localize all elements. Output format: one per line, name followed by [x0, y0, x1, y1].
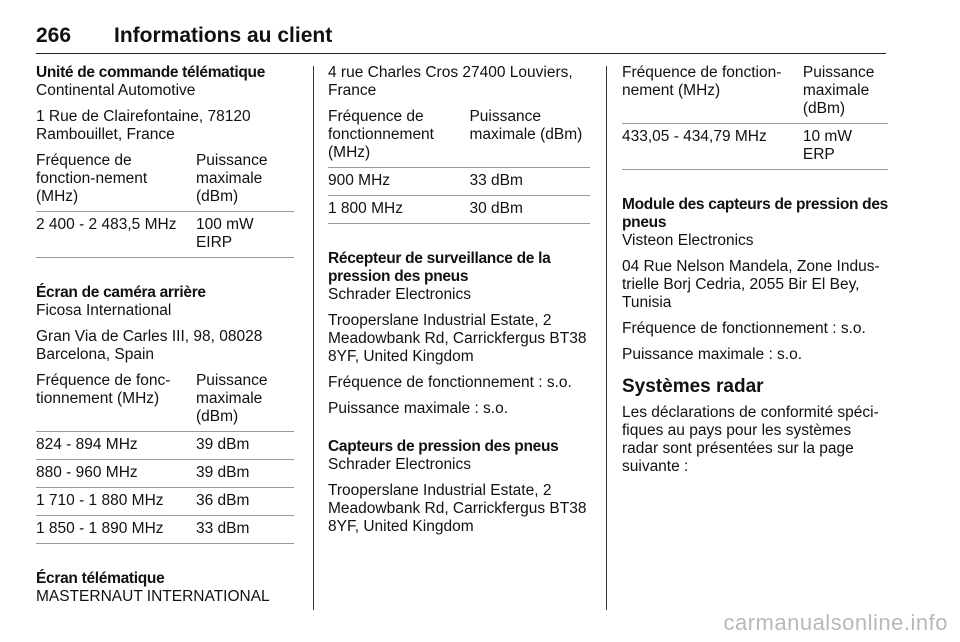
company-address: Trooperslane Industrial Estate, 2 Meadowbank Rd, Carrickfergus BT38 8YF, United Kingdom — [328, 312, 587, 365]
table-cell: 1 800 MHz — [328, 196, 469, 224]
table-cell: 1 850 - 1 890 MHz — [36, 516, 196, 544]
company-address: 04 Rue Nelson Mandela, Zone Indus-trielle Borj Cedria, 2055 Bir El Bey, Tunisia — [622, 258, 880, 311]
table-cell: 10 mW ERP — [803, 124, 888, 170]
column-divider — [606, 66, 607, 610]
table-row — [328, 196, 590, 224]
company-address: 4 rue Charles Cros 27400 Louviers, France — [328, 64, 573, 99]
section-heading: Écran de caméra arrière — [36, 284, 206, 301]
company-address: Gran Via de Carles III, 98, 08028 Barcelona, Spain — [36, 328, 263, 363]
company-name: Continental Automotive — [36, 82, 196, 99]
table-header-cell: Fréquence de fonction-nement (MHz) — [622, 64, 803, 124]
table-cell: 880 - 960 MHz — [36, 460, 196, 488]
company-address: Trooperslane Industrial Estate, 2 Meadowbank Rd, Carrickfergus BT38 8YF, United Kingdom — [328, 482, 587, 535]
table-header-cell: Puissance maximale (dBm) — [196, 372, 294, 432]
table-cell: 39 dBm — [196, 432, 294, 460]
section-heading: Module des capteurs de pression des pneus — [622, 196, 888, 231]
column-1 — [36, 64, 294, 606]
radar-text: Les déclarations de conformité spéci-fiques au pays pour les systèmes radar sont présentées sur la page suivante : — [622, 404, 879, 475]
table-row — [36, 432, 294, 460]
section-heading: Capteurs de pression des pneus — [328, 438, 559, 455]
frequency-table — [622, 64, 888, 170]
table-cell: 36 dBm — [196, 488, 294, 516]
table-cell: 30 dBm — [469, 196, 590, 224]
power-text: Puissance maximale : s.o. — [328, 400, 509, 417]
company-name: Schrader Electronics — [328, 286, 472, 303]
section-title-radar: Systèmes radar — [622, 376, 764, 397]
page-header — [36, 18, 886, 54]
column-divider — [313, 66, 314, 610]
frequency-table — [36, 152, 294, 258]
section-heading: Unité de commande télématique — [36, 64, 266, 81]
table-row — [36, 488, 294, 516]
table-row — [36, 460, 294, 488]
table-row — [36, 212, 294, 258]
table-header-cell: Fréquence de fonc-tionnement (MHz) — [36, 372, 196, 432]
table-header-cell: Puissance maximale (dBm) — [803, 64, 888, 124]
table-cell: 100 mW EIRP — [196, 212, 294, 258]
table-header-row — [36, 152, 294, 212]
table-header-cell: Puissance maximale (dBm) — [469, 108, 590, 168]
table-header-cell: Fréquence de fonctionnement (MHz) — [328, 108, 469, 168]
page-number: 266 — [36, 24, 72, 47]
table-header-cell: Fréquence de fonction-nement (MHz) — [36, 152, 196, 212]
section-heading: Récepteur de surveillance de la pression des pneus — [328, 250, 551, 285]
table-header-row — [328, 108, 590, 168]
table-cell: 1 710 - 1 880 MHz — [36, 488, 196, 516]
table-header-cell: Puissance maximale (dBm) — [196, 152, 294, 212]
table-cell: 33 dBm — [469, 168, 590, 196]
table-row — [328, 168, 590, 196]
watermark-text: carmanualsonline.info — [723, 610, 948, 635]
company-name: Schrader Electronics — [328, 456, 472, 473]
frequency-text: Fréquence de fonctionnement : s.o. — [328, 374, 572, 391]
column-3 — [622, 64, 888, 484]
frequency-text: Fréquence de fonctionnement : s.o. — [622, 320, 866, 337]
table-header-row — [36, 372, 294, 432]
table-header-row — [622, 64, 888, 124]
column-2 — [328, 64, 590, 544]
table-cell: 900 MHz — [328, 168, 469, 196]
table-cell: 33 dBm — [196, 516, 294, 544]
frequency-table — [36, 372, 294, 544]
table-cell: 2 400 - 2 483,5 MHz — [36, 212, 196, 258]
table-cell: 824 - 894 MHz — [36, 432, 196, 460]
page-title: Informations au client — [114, 24, 333, 47]
table-row — [622, 124, 888, 170]
section-heading: Écran télématique — [36, 570, 165, 587]
frequency-table — [328, 108, 590, 224]
company-name: MASTERNAUT INTERNATIONAL — [36, 588, 270, 605]
table-cell: 39 dBm — [196, 460, 294, 488]
company-name: Ficosa International — [36, 302, 172, 319]
company-address: 1 Rue de Clairefontaine, 78120 Rambouillet, France — [36, 108, 251, 143]
company-name: Visteon Electronics — [622, 232, 754, 249]
table-row — [36, 516, 294, 544]
power-text: Puissance maximale : s.o. — [622, 346, 803, 363]
table-cell: 433,05 - 434,79 MHz — [622, 124, 803, 170]
